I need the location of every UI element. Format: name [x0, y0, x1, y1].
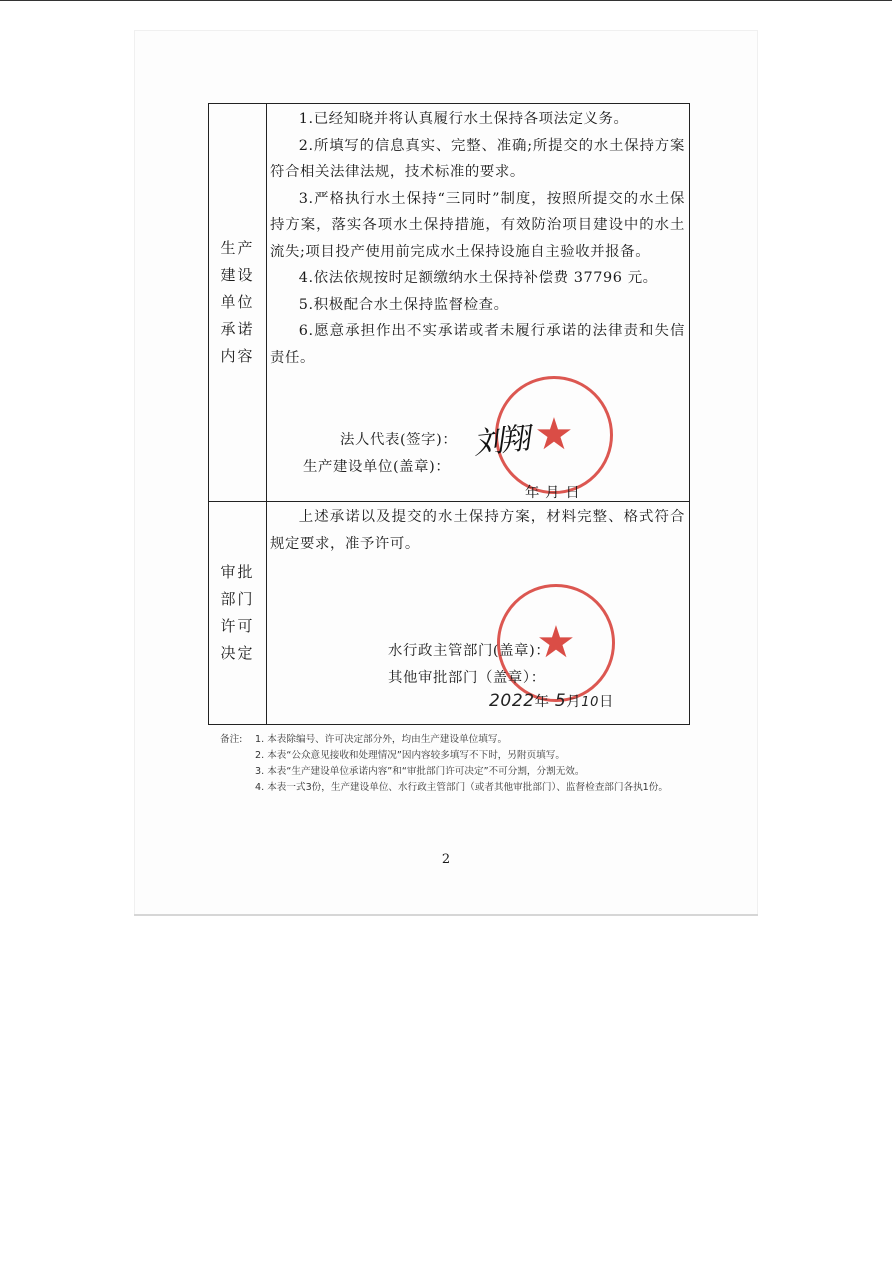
- approval-label: 审批部门许可决定: [220, 563, 255, 662]
- commitment-label-cell: [209, 104, 267, 502]
- date-year-handwritten: 2022: [489, 691, 535, 711]
- other-dept-label: 其他审批部门（盖章）：: [388, 670, 546, 686]
- seal-star-icon: ★: [534, 409, 574, 460]
- page-number: 2: [441, 852, 451, 867]
- date-day-char: 日: [599, 694, 615, 710]
- commitment-item-3: 3.严格执行水土保持“三同时”制度，按照所提交的水土保持方案，落实各项水土保持措施，有效防治项目建设中的水土流失;项目投产使用前完成水土保持设施自主验收并报备。: [270, 190, 685, 260]
- commitment-item-1: 1.已经知晓并将认真履行水土保持各项法定义务。: [298, 111, 629, 127]
- approval-content-cell: [267, 502, 690, 725]
- scanned-page: [134, 30, 758, 916]
- water-dept-label: 水行政主管部门(盖章)：: [388, 643, 551, 659]
- approval-row: [209, 502, 690, 725]
- top-rule: [0, 0, 892, 1]
- legal-rep-signature: 刘翔: [471, 421, 530, 462]
- remark-item-2: 2. 本表“公众意见接收和处理情况”因内容较多填写不下时，另附页填写。: [255, 750, 565, 761]
- remarks-list: [220, 732, 700, 796]
- approval-label-cell: [209, 502, 267, 725]
- remark-item-3: 3. 本表“生产建设单位承诺内容”和“审批部门许可决定”不可分割，分割无效。: [255, 766, 585, 777]
- date-month-handwritten: 5: [554, 691, 567, 711]
- commitment-row: [209, 104, 690, 502]
- commitment-approval-table: [208, 103, 690, 725]
- commitment-label: 生产建设单位承诺内容: [220, 239, 255, 365]
- date-month-char: 月: [566, 694, 582, 710]
- seal-star-icon: ★: [536, 617, 576, 668]
- approval-date: [489, 690, 614, 711]
- unit-seal-label: 生产建设单位(盖章)：: [303, 459, 451, 475]
- commitment-content-cell: [267, 104, 690, 502]
- legal-rep-label: 法人代表(签字)：: [340, 432, 458, 448]
- commitment-item-5: 5.积极配合水土保持监督检查。: [298, 296, 509, 313]
- remarks-head: 备注:: [220, 734, 243, 745]
- remark-item-4: 4. 本表一式3份，生产建设单位、水行政主管部门（或者其他审批部门）、监督检查部门各执1份。: [255, 782, 668, 793]
- commitment-item-2: 2.所填写的信息真实、完整、准确;所提交的水土保持方案符合相关法律法规，技术标准的要求。: [270, 137, 685, 180]
- commitment-item-6: 6.愿意承担作出不实承诺或者未履行承诺的法律责和失信责任。: [270, 323, 685, 366]
- date-year-char: 年: [534, 694, 550, 710]
- remark-item-1: 1. 本表除编号、许可决定部分外，均由生产建设单位填写。: [255, 734, 508, 745]
- commitment-item-4: 4.依法依规按时足额缴纳水土保持补偿费 37796 元。: [298, 270, 658, 286]
- date-day-handwritten: 10: [581, 695, 600, 710]
- commitment-date: 年 月 日: [525, 485, 581, 501]
- remarks: [220, 732, 700, 796]
- approval-text: 上述承诺以及提交的水土保持方案，材料完整、格式符合规定要求，准予许可。: [270, 509, 685, 552]
